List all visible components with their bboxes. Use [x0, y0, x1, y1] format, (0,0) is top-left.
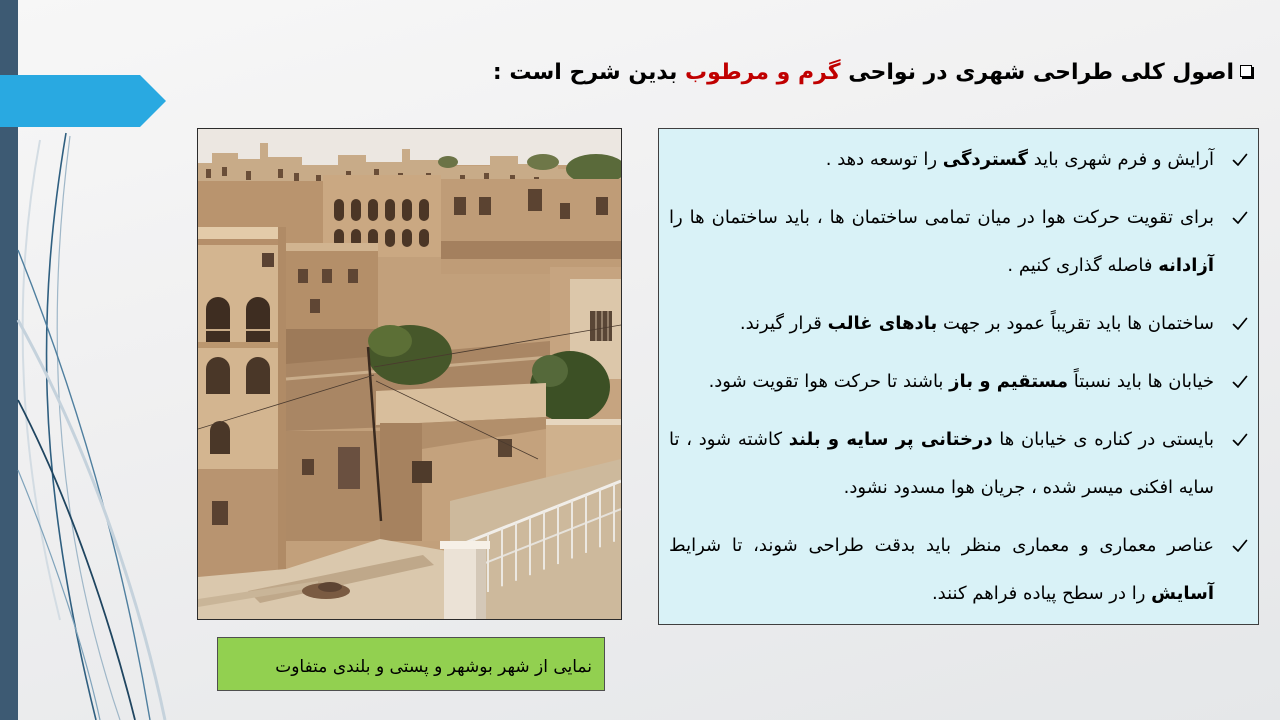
check-icon — [1232, 210, 1248, 226]
bullet-text: عناصر معماری و معماری منظر باید بدقت طراحی شوند، تا شرایط — [669, 535, 1214, 556]
square-bullet-icon — [1240, 65, 1252, 77]
bullet-bold-text: بادهای غالب — [827, 313, 938, 334]
photo-caption-box — [217, 637, 605, 691]
bullet-bold-text: گستردگی — [942, 149, 1028, 170]
check-icon — [1232, 432, 1248, 448]
title-highlight: گرم و مرطوب — [685, 60, 841, 85]
bullet-item — [669, 522, 1258, 618]
bullet-text: فاصله گذاری کنیم . — [1007, 255, 1153, 276]
title-text-end: بدین شرح است : — [492, 60, 678, 85]
city-photo-frame — [197, 128, 622, 620]
bullet-text: کاشته شود ، تا سایه افکنی میسر شده ، جریان هوا مسدود نشود. — [669, 429, 1214, 498]
bullet-list — [669, 136, 1258, 618]
accent-arrow — [0, 75, 167, 128]
bullet-text: ساختمان ها باید تقریباً عمود بر جهت — [943, 313, 1214, 334]
city-photo — [198, 129, 621, 619]
bullet-text: قرار گیرند. — [739, 313, 822, 334]
bullet-item — [669, 136, 1258, 184]
bullet-text: برای تقویت حرکت هوا در میان تمامی ساختمان ها ، باید ساختمان ها را — [669, 207, 1214, 228]
bullet-list-box — [658, 128, 1259, 625]
bullet-item — [669, 416, 1258, 512]
bullet-item — [669, 194, 1258, 290]
bullet-bold-text: مستقیم و باز — [949, 371, 1068, 392]
accent-arrow-shape — [0, 75, 166, 127]
check-icon — [1232, 152, 1248, 168]
bullet-bold-text: آسایش — [1151, 583, 1214, 604]
bullet-bold-text: درختانی پر سایه و بلند — [788, 429, 993, 450]
bullet-text: بایستی در کناره ی خیابان ها — [999, 429, 1214, 450]
bullet-item — [669, 358, 1258, 406]
bullet-item — [669, 300, 1258, 348]
check-icon — [1232, 374, 1248, 390]
check-icon — [1232, 316, 1248, 332]
check-icon — [1232, 538, 1248, 554]
bullet-text: خیابان ها باید نسبتاً — [1073, 371, 1214, 392]
bullet-bold-text: آزادانه — [1158, 255, 1214, 276]
bullet-text: باشند تا حرکت هوا تقویت شود. — [708, 371, 944, 392]
slide-title — [493, 55, 1252, 91]
bullet-text: را توسعه دهد . — [825, 149, 938, 170]
bullet-text: آرایش و فرم شهری باید — [1033, 149, 1214, 170]
title-text: اصول کلی طراحی شهری در نواحی — [848, 60, 1234, 85]
photo-caption: نمایی از شهر بوشهر و پستی و بلندی متفاوت — [275, 656, 592, 677]
bullet-text: را در سطح پیاده فراهم کنند. — [931, 583, 1146, 604]
